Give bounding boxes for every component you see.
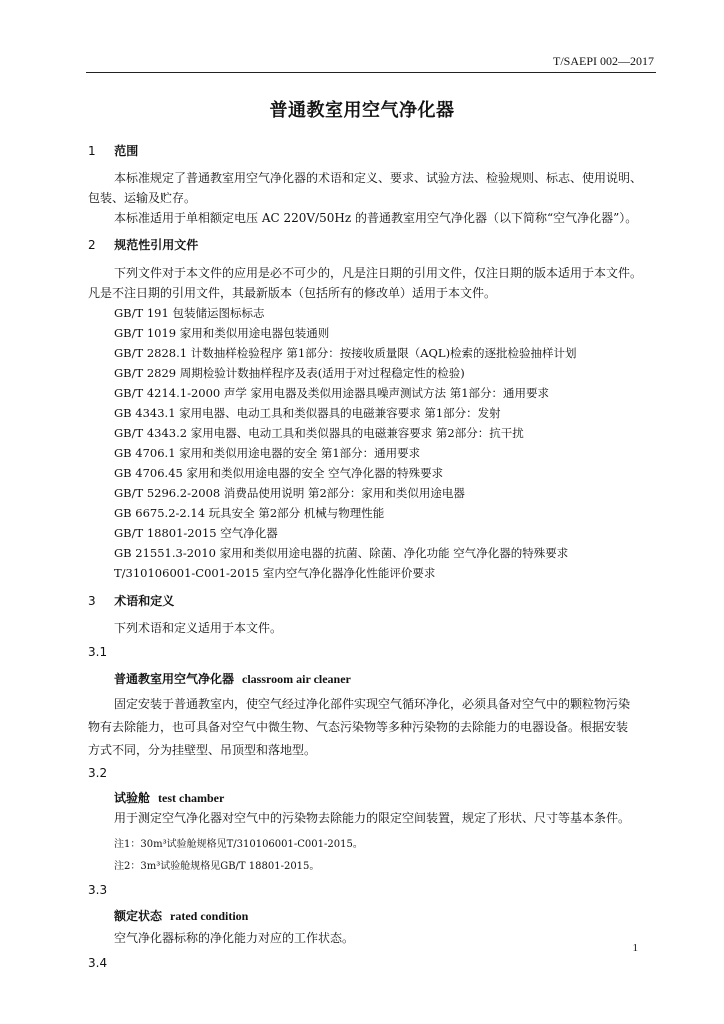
references-intro-line-2: 凡是不注日期的引用文件，其最新版本（包括所有的修改单）适用于本文件。 (88, 286, 497, 300)
reference-item: GB 4706.45 家用和类似用途电器的安全 空气净化器的特殊要求 (114, 466, 444, 480)
section-number: 2 (88, 238, 96, 252)
section-number: 3 (88, 594, 96, 608)
term-english-name: test chamber (158, 791, 225, 805)
standard-code: T/SAEPI 002—2017 (552, 54, 654, 68)
section-title: 术语和定义 (114, 594, 175, 608)
document-title: 普通教室用空气净化器 (269, 100, 455, 121)
term-number: 3.1 (88, 645, 108, 659)
header-rule (86, 72, 656, 73)
reference-item: GB/T 4343.2 家用电器、电动工具和类似器具的电磁兼容要求 第2部分：抗干扰 (114, 426, 524, 440)
term-chinese-name: 试验舱 (114, 791, 151, 805)
reference-item: GB/T 4214.1-2000 声学 家用电器及类似用途器具噪声测试方法 第1部分：通用要求 (114, 386, 550, 400)
reference-item: GB/T 191 包装储运图标标志 (114, 306, 265, 320)
section-1-heading (88, 142, 138, 159)
scope-paragraph-1-line-1: 本标准规定了普通教室用空气净化器的术语和定义、要求、试验方法、检验规则、标志、使用说明、 (114, 171, 643, 185)
term-number: 3.2 (88, 766, 108, 780)
term-english-name: rated condition (170, 909, 249, 923)
term-heading (114, 907, 248, 924)
scope-paragraph-1-line-2: 包装、运输及贮存。 (88, 191, 197, 205)
references-intro-line-1: 下列文件对于本文件的应用是必不可少的，凡是注日期的引用文件，仅注日期的版本适用于本文件。 (114, 266, 643, 280)
term-definition-line: 物有去除能力，也可具备对空气中微生物、气态污染物等多种污染物的去除能力的电器设备。根据安装 (88, 720, 629, 734)
term-number: 3.3 (88, 883, 108, 897)
reference-item: GB 4343.1 家用电器、电动工具和类似器具的电磁兼容要求 第1部分：发射 (114, 406, 501, 420)
reference-item: GB/T 5296.2-2008 消费品使用说明 第2部分：家用和类似用途电器 (114, 486, 465, 500)
section-number: 1 (88, 144, 96, 158)
section-2-heading (88, 236, 198, 253)
section-3-heading (88, 592, 174, 609)
term-definition-line: 用于测定空气净化器对空气中的污染物去除能力的限定空间装置，规定了形状、尺寸等基本条件。 (114, 811, 631, 825)
reference-item: GB/T 18801-2015 空气净化器 (114, 526, 278, 540)
section-title: 规范性引用文件 (114, 238, 199, 252)
reference-item: GB/T 2829 周期检验计数抽样程序及表(适用于对过程稳定性的检验) (114, 366, 465, 380)
scope-paragraph-2: 本标准适用于单相额定电压 AC 220V/50Hz 的普通教室用空气净化器（以下简称“空气净化器”）。 (114, 211, 638, 225)
reference-item: GB 21551.3-2010 家用和类似用途电器的抗菌、除菌、净化功能 空气净化器的特殊要求 (114, 546, 569, 560)
term-chinese-name: 额定状态 (114, 909, 163, 923)
term-note: 注2：3m³试验舱规格见GB/T 18801-2015。 (114, 861, 320, 872)
term-definition-line: 方式不同，分为挂壁型、吊顶型和落地型。 (88, 743, 317, 757)
term-heading (114, 670, 351, 687)
reference-item: T/310106001-C001-2015 室内空气净化器净化性能评价要求 (114, 566, 436, 580)
term-english-name: classroom air cleaner (242, 672, 351, 686)
reference-item: GB/T 2828.1 计数抽样检验程序 第1部分：按接收质量限（AQL)检索的逐批检验抽样计划 (114, 346, 577, 360)
section-title: 范围 (114, 144, 139, 158)
term-definition-line: 空气净化器标称的净化能力对应的工作状态。 (114, 931, 355, 945)
terms-intro: 下列术语和定义适用于本文件。 (114, 621, 283, 635)
term-chinese-name: 普通教室用空气净化器 (114, 672, 235, 686)
reference-item: GB 4706.1 家用和类似用途电器的安全 第1部分：通用要求 (114, 446, 421, 460)
term-definition-line: 固定安装于普通教室内，使空气经过净化部件实现空气循环净化，必须具备对空气中的颗粒物污染 (114, 697, 631, 711)
term-note: 注1：30m³试验舱规格见T/310106001-C001-2015。 (114, 839, 363, 850)
term-number: 3.4 (88, 956, 108, 970)
reference-item: GB 6675.2-2.14 玩具安全 第2部分 机械与物理性能 (114, 506, 385, 520)
page-number: 1 (632, 942, 638, 954)
term-heading (114, 789, 224, 806)
reference-item: GB/T 1019 家用和类似用途电器包装通则 (114, 326, 330, 340)
